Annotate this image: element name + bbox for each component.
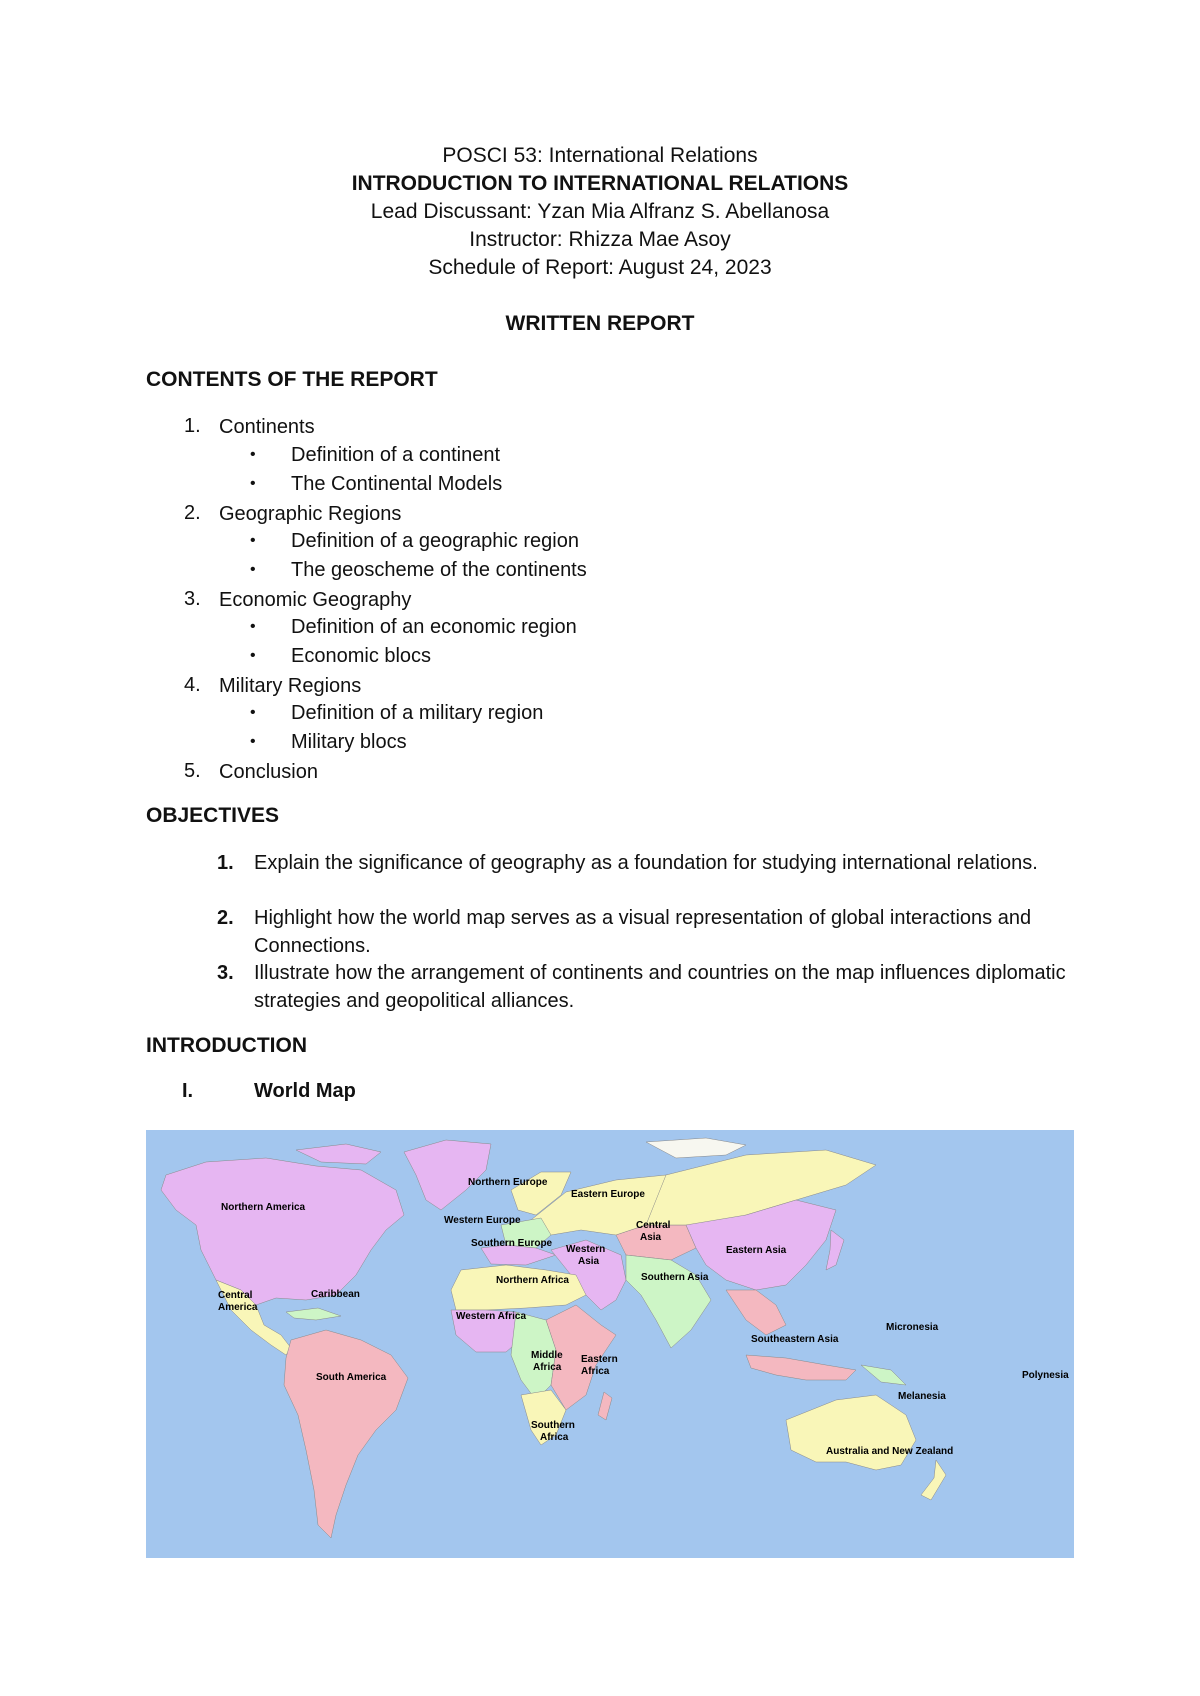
label-melanesia: Melanesia (898, 1391, 946, 1402)
list-number: 3. (184, 588, 201, 610)
bullet-icon: • (250, 733, 256, 750)
list-item: Conclusion (219, 761, 318, 783)
sub-item: Economic blocs (291, 645, 432, 667)
list-number: 1. (184, 415, 201, 437)
list-number: 4. (184, 674, 201, 696)
label-southern-europe: Southern Europe (471, 1238, 553, 1249)
label-western-asia-2: Asia (578, 1256, 600, 1267)
label-southeastern-asia: Southeastern Asia (751, 1334, 839, 1345)
report-heading: WRITTEN REPORT (505, 312, 695, 335)
label-caribbean: Caribbean (311, 1289, 360, 1300)
sub-item: Military blocs (291, 731, 407, 753)
label-south-america: South America (316, 1372, 387, 1383)
list-item: Continents (219, 416, 315, 438)
schedule: Schedule of Report: August 24, 2023 (428, 256, 772, 279)
sub-item: Definition of a geographic region (291, 530, 579, 552)
list-number: 2. (184, 502, 201, 524)
introduction-heading: INTRODUCTION (146, 1034, 307, 1057)
label-middle-africa-2: Africa (533, 1362, 562, 1373)
label-central-asia-1: Central (636, 1220, 671, 1231)
sub-item: Definition of a military region (291, 702, 544, 724)
bullet-icon: • (250, 704, 256, 721)
label-western-africa: Western Africa (456, 1311, 527, 1322)
sub-item: The Continental Models (291, 473, 503, 495)
label-southern-africa-2: Africa (540, 1432, 569, 1443)
course-line: POSCI 53: International Relations (442, 144, 758, 167)
label-australia-nz: Australia and New Zealand (826, 1446, 954, 1457)
sub-item: Definition of a continent (291, 444, 501, 466)
world-map-graphic (146, 1130, 1074, 1558)
bullet-icon: • (250, 532, 256, 549)
label-southern-asia: Southern Asia (641, 1272, 709, 1283)
label-central-america-2: America (218, 1302, 258, 1313)
bullet-icon: • (250, 618, 256, 635)
label-central-america-1: Central (218, 1290, 253, 1301)
bullet-icon: • (250, 475, 256, 492)
list-number: 5. (184, 760, 201, 782)
objective-number: 3. (217, 962, 234, 984)
label-eastern-africa-1: Eastern (581, 1354, 618, 1365)
objective-number: 2. (217, 907, 234, 929)
bullet-icon: • (250, 647, 256, 664)
world-map (146, 1130, 1074, 1558)
objectives-heading: OBJECTIVES (146, 804, 280, 827)
list-item: Military Regions (219, 675, 362, 697)
contents-heading: CONTENTS OF THE REPORT (146, 368, 438, 391)
bullet-icon: • (250, 561, 256, 578)
section-title: World Map (254, 1080, 356, 1102)
label-eastern-asia: Eastern Asia (726, 1245, 787, 1256)
lead-discussant: Lead Discussant: Yzan Mia Alfranz S. Abellanosa (370, 200, 830, 223)
section-number: I. (182, 1080, 194, 1102)
instructor: Instructor: Rhizza Mae Asoy (469, 228, 731, 251)
label-polynesia: Polynesia (1022, 1370, 1069, 1381)
objective-number: 1. (217, 852, 234, 874)
label-eastern-africa-2: Africa (581, 1366, 610, 1377)
label-western-asia-1: Western (566, 1244, 606, 1255)
label-central-asia-2: Asia (640, 1232, 662, 1243)
objective-text: Illustrate how the arrangement of continents and countries on the map influences diplomatic strategies and geopolitical alliances. (254, 962, 1066, 1012)
label-micronesia: Micronesia (886, 1322, 939, 1333)
label-southern-africa-1: Southern (531, 1420, 575, 1431)
objective-text: Explain the significance of geography as a foundation for studying international relations. (254, 852, 1038, 874)
label-eastern-europe: Eastern Europe (571, 1189, 645, 1200)
sub-item: Definition of an economic region (291, 616, 577, 638)
list-item: Economic Geography (219, 589, 412, 611)
label-northern-europe: Northern Europe (468, 1177, 548, 1188)
document-header (0, 142, 1200, 282)
sub-item: The geoscheme of the continents (291, 559, 587, 581)
label-middle-africa-1: Middle (531, 1350, 563, 1361)
bullet-icon: • (250, 446, 256, 463)
document-title: INTRODUCTION TO INTERNATIONAL RELATIONS (351, 172, 849, 195)
label-western-europe: Western Europe (444, 1215, 521, 1226)
objective-text: Highlight how the world map serves as a visual representation of global interactions and Connections. (254, 907, 1032, 957)
label-northern-africa: Northern Africa (496, 1275, 569, 1286)
label-northern-america: Northern America (221, 1202, 306, 1213)
list-item: Geographic Regions (219, 503, 402, 525)
